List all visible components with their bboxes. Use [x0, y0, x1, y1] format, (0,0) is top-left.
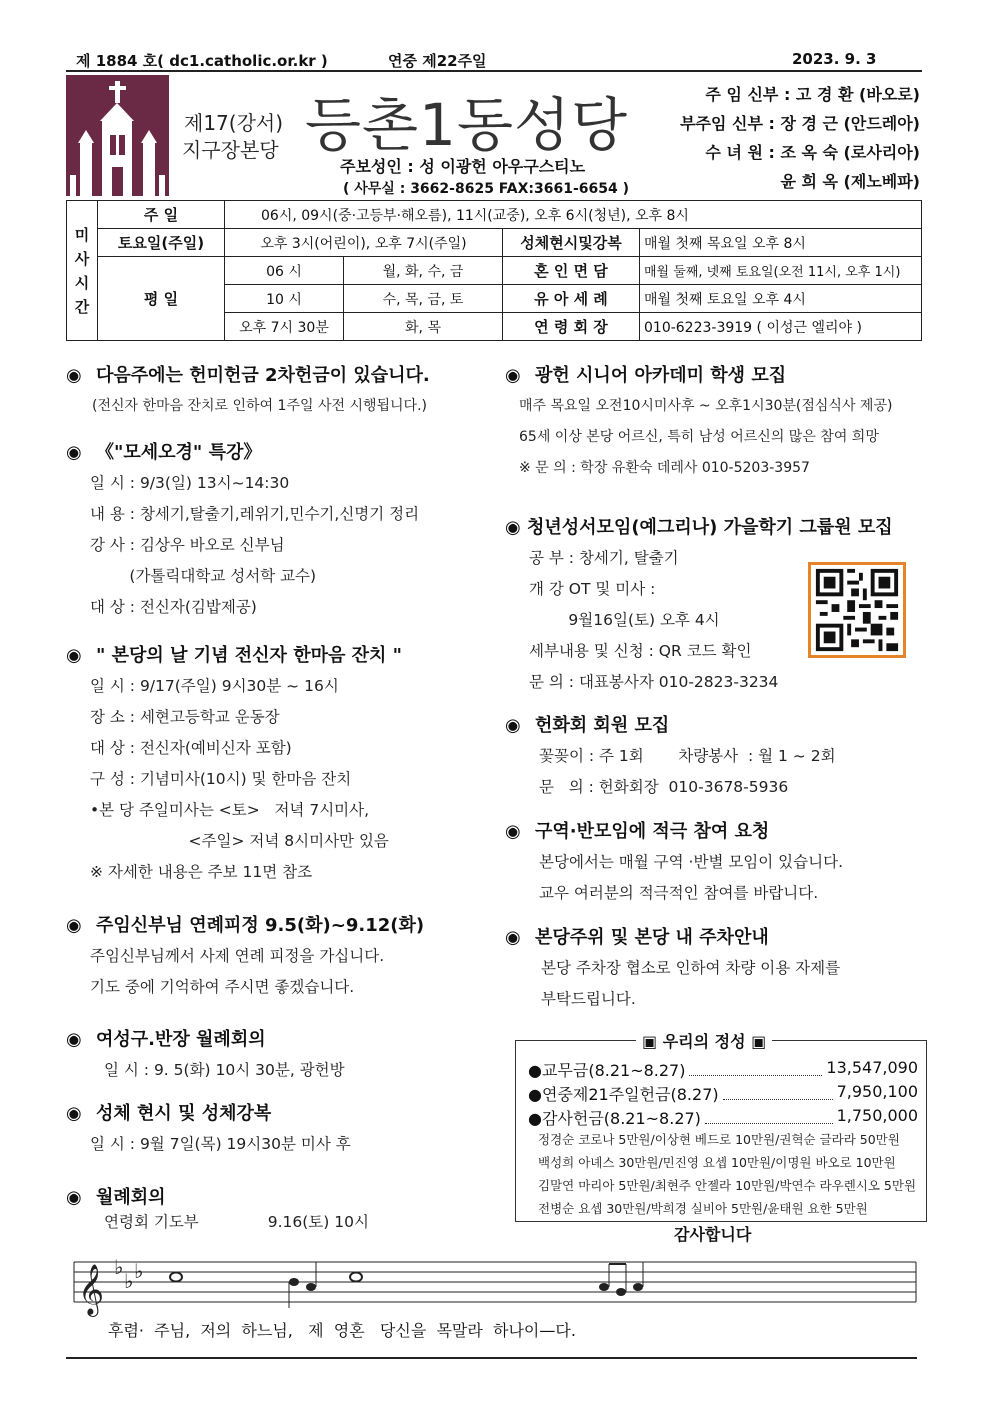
patron-saint: 주보성인 : 성 이광헌 아우구스티노 — [340, 157, 586, 176]
circle-bullet-icon: ◉ — [505, 715, 521, 736]
circle-bullet-icon: ◉ — [505, 517, 521, 538]
header-divider — [66, 70, 922, 72]
info-value: 매월 둘째, 넷째 토요일(오전 11시, 오후 1시) — [640, 257, 922, 285]
notice-second-collection: ◉ 다음주에는 헌미헌금 2차헌금이 있습니다. (전신자 한마음 잔치로 인하여 1주일 사전 시행됩니다.) — [66, 360, 496, 422]
church-logo — [66, 75, 169, 196]
sunday-times: 06시, 09시(중·고등부·해오름), 11시(교중), 오후 6시(청년), 오후 8시 — [225, 201, 922, 229]
notice-flower-committee: ◉ 헌화회 회원 모집 꽃꽂이 : 주 1회 차량봉사 : 월 1 ~ 2회 문 의 : 헌화회장 010-3678-5936 — [505, 710, 925, 803]
weekday-days: 수, 목, 금, 토 — [344, 285, 503, 313]
district-label: 제17(강서) 지구장본당 — [182, 111, 284, 162]
saturday-label: 토요일(주일) — [98, 229, 225, 257]
notice-parking: ◉ 본당주위 및 본당 내 주차안내 본당 주차장 협소로 인하여 차량 이용 자제를 부탁드립니다. — [505, 922, 925, 1015]
staff-assistant: 부주임 신부 : 장 경 근 (안드레아) — [680, 114, 920, 133]
notice-adoration: ◉ 성체 현시 및 성체강복 일 시 : 9월 7일(목) 19시30분 미사 후 — [66, 1098, 496, 1160]
circle-bullet-icon: ◉ — [66, 1103, 82, 1124]
circle-bullet-icon: ◉ — [66, 365, 82, 386]
staff-sister: 윤 희 옥 (제노베파) — [780, 172, 920, 191]
mass-side-label: 미 사 시 간 — [67, 201, 98, 341]
svg-text:♭: ♭ — [114, 1255, 124, 1279]
weekday-days: 월, 화, 수, 금 — [344, 257, 503, 285]
music-staff — [66, 1250, 922, 1320]
notice-district-meetings: ◉ 구역·반모임에 적극 참여 요청 본당에서는 매월 구역 ·반별 모임이 있습니다. 교우 여러분의 적극적인 참여를 바랍니다. — [505, 816, 925, 909]
info-label: 혼 인 면 담 — [503, 257, 640, 285]
parish-title: 등촌1동성당 — [305, 91, 629, 159]
office-contact: ( 사무실 : 3662-8625 FAX:3661-6654 ) — [343, 181, 630, 197]
saturday-times: 오후 3시(어린이), 오후 7시(주일) — [225, 229, 503, 257]
adoration-label: 성체현시및강복 — [503, 229, 640, 257]
weekday-days: 화, 목 — [344, 313, 503, 341]
circle-bullet-icon: ◉ — [66, 442, 82, 463]
info-label: 유 아 세 례 — [503, 285, 640, 313]
circle-bullet-icon: ◉ — [66, 1187, 82, 1208]
sunday-label: 주 일 — [98, 201, 225, 229]
circle-bullet-icon: ◉ — [505, 927, 521, 948]
circle-bullet-icon: ◉ — [66, 915, 82, 936]
staff-list — [680, 80, 920, 196]
qr-code-icon — [811, 565, 903, 655]
offering-row: ●교무금(8.21~8.27) 13,547,090 — [528, 1058, 918, 1080]
music-notation-icon — [66, 1250, 922, 1320]
info-label: 연 령 회 장 — [503, 313, 640, 341]
staff-convent: 수 녀 원 : 조 옥 숙 (로사리아) — [705, 143, 920, 162]
notice-monthly-meeting: ◉ 월례회의 연령회 기도부 9.16(토) 10시 — [66, 1182, 496, 1238]
chant-lyric: 후렴· 주님, 저의 하느님, 제 영혼 당신을 목말라 하나이—다. — [108, 1321, 576, 1340]
info-value: 매월 첫째 토요일 오후 4시 — [640, 285, 922, 313]
notice-parish-day-festival: ◉ " 본당의 날 기념 전신자 한마음 잔치 " 일 시 : 9/17(주일) 9시30분 ~ 16시 장 소 : 세현고등학교 운동장 대 상 : 전신자(예비신자 포함) 구 성 : 기념미사(10시) 및 한마음 잔치 •본 당 주일미사는 <토> 저녁 7시미사, <주일> 저녁 8시미사만 있음 ※ 자세한 내용은 주보 11면 참조 — [66, 640, 496, 888]
svg-text:♭: ♭ — [134, 1259, 144, 1283]
thanks-label: 감사합니다 — [670, 1222, 755, 1245]
notice-pastor-retreat: ◉ 주임신부님 연례피정 9.5(화)~9.12(화) 주임신부님께서 사제 연례 피정을 가십니다. 기도 중에 기억하여 주시면 좋겠습니다. — [66, 910, 496, 1003]
circle-bullet-icon: ◉ — [66, 645, 82, 666]
notice-senior-academy: ◉ 광헌 시니어 아카데미 학생 모집 매주 목요일 오전10시미사후 ~ 오후1시30분(점심식사 제공) 65세 이상 본당 어르신, 특히 남성 어르신의 많은 참여 희망 ※ 문 의 : 학장 유환숙 데레사 010-5203-3957 — [505, 360, 925, 484]
issue-number: 제 1884 호( dc1.catholic.or.kr ) — [76, 52, 328, 70]
issue-date: 2023. 9. 3 — [792, 50, 877, 68]
staff-pastor: 주 임 신부 : 고 경 환 (바오로) — [705, 85, 920, 104]
footer-divider — [66, 1357, 917, 1359]
donor-list: 정경순 코로나 5만원/이상현 베드로 10만원/권혁순 글라라 50만원 백성희 아녜스 30만원/민진영 요셉 10만원/이명원 바오로 10만원 김말연 마리아 5만원/최현주 안젤라 10만원/박연수 라우렌시오 5만원 전병순 요셉 30만원/박희경 실비아 5만원/윤태원 요한 5만원 — [538, 1132, 917, 1216]
weekday-time: 06 시 — [225, 257, 344, 285]
circle-bullet-icon: ◉ — [505, 821, 521, 842]
notice-youth-bible-group: ◉ 청년성서모임(예그리나) 가을학기 그룹원 모집 공 부 : 창세기, 탈출기 개 강 OT 및 미사 : 9월16일(토) 오후 4시 세부내용 및 신청 : QR 코드 확인 문 의 : 대표봉사자 010-2823-3234 — [505, 512, 925, 698]
weekday-time: 10 시 — [225, 285, 344, 313]
info-value: 010-6223-3919 ( 이성근 엘리야 ) — [640, 313, 922, 341]
offering-title: ▣ 우리의 정성 ▣ — [636, 1029, 772, 1052]
church-building-icon — [66, 75, 169, 196]
notice-moses-lecture: ◉ 《"모세오경" 특강》 일 시 : 9/3(일) 13시~14:30 내 용 : 창세기,탈출기,레위기,민수기,신명기 정리 강 사 : 김상우 바오로 신부님 (가톨릭대학교 성서학 교수) 대 상 : 전신자(김밥제공) — [66, 437, 496, 623]
liturgical-week: 연중 제22주일 — [388, 52, 487, 70]
circle-bullet-icon: ◉ — [505, 365, 521, 386]
qr-code[interactable] — [808, 562, 906, 658]
svg-text:♭: ♭ — [124, 1269, 134, 1293]
adoration-value: 매월 첫째 목요일 오후 8시 — [640, 229, 922, 257]
notice-womens-meeting: ◉ 여성구.반장 월례회의 일 시 : 9. 5(화) 10시 30분, 광헌방 — [66, 1024, 496, 1086]
weekday-time: 오후 7시 30분 — [225, 313, 344, 341]
weekday-label: 평 일 — [98, 257, 225, 341]
offering-row: ●감사헌금(8.21~8.27) 1,750,000 — [528, 1106, 918, 1128]
svg-text:𝄞: 𝄞 — [78, 1264, 105, 1315]
circle-bullet-icon: ◉ — [66, 1029, 82, 1050]
offering-row: ●연중제21주일헌금(8.27) 7,950,100 — [528, 1082, 918, 1104]
mass-schedule-table — [66, 200, 922, 341]
